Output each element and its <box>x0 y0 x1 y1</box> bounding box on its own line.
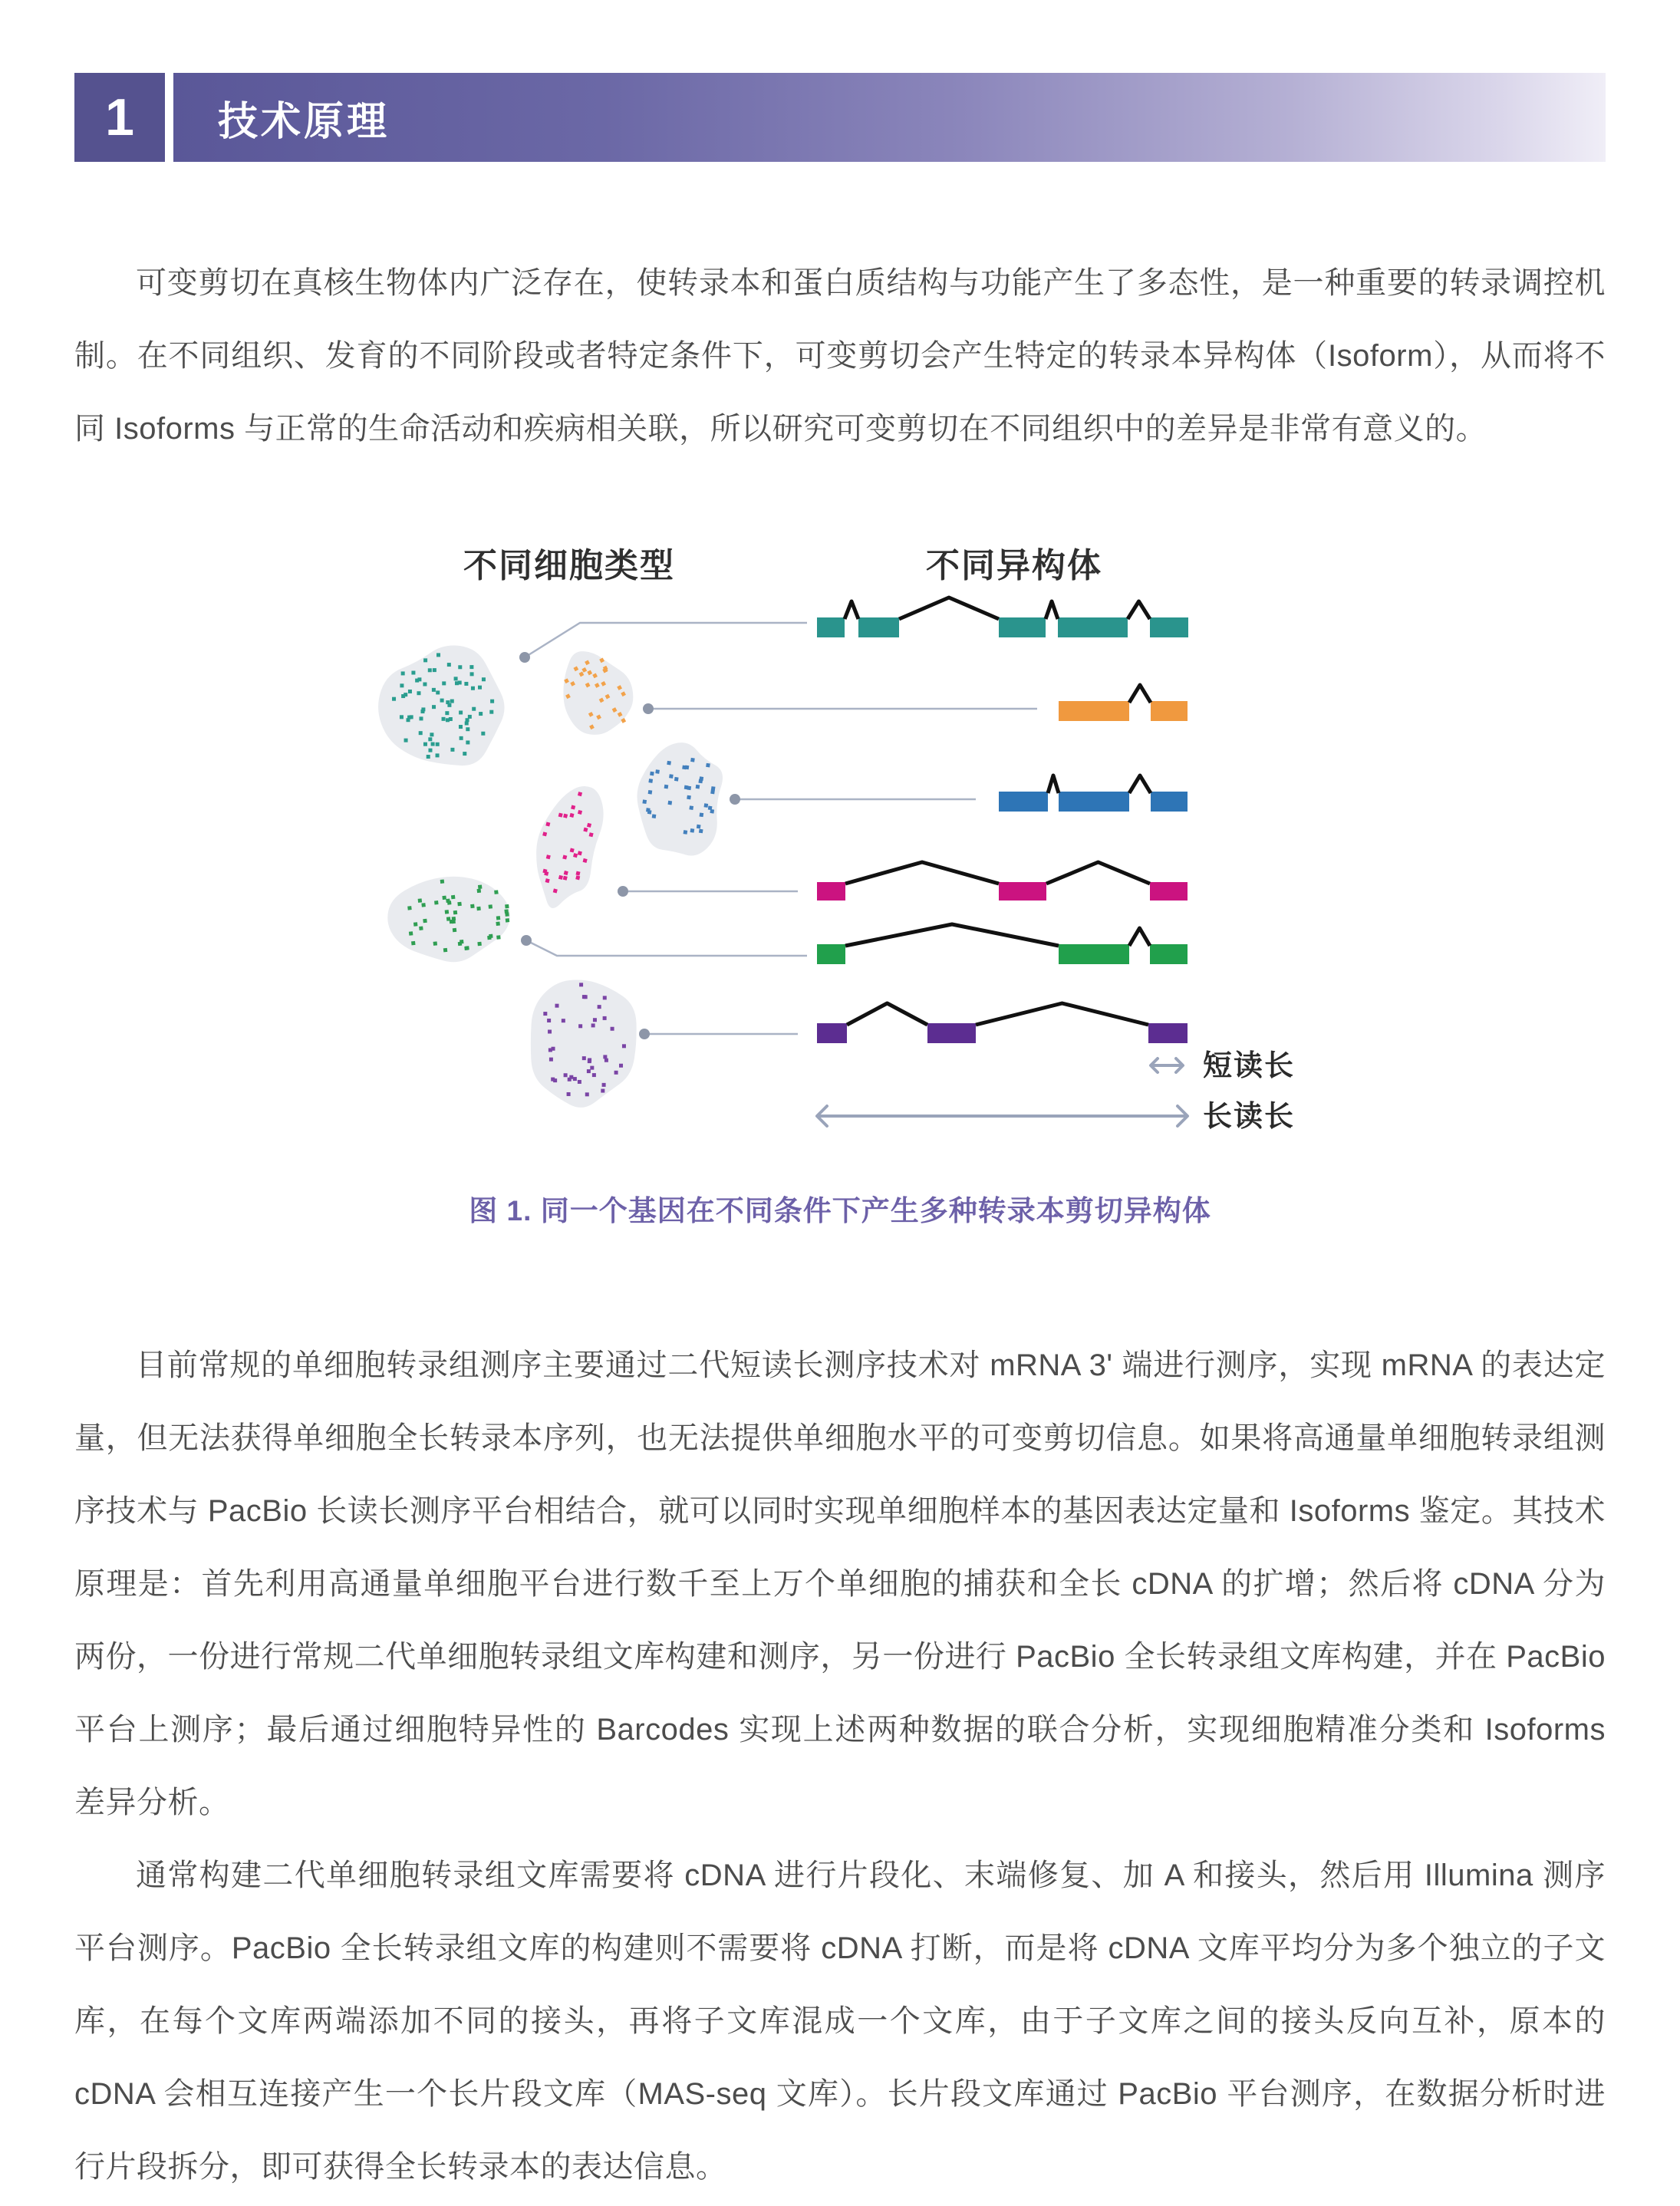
cell-dot <box>642 799 647 804</box>
isoform-teal <box>817 598 1188 637</box>
cell-dot <box>562 1019 565 1022</box>
cell-dot <box>697 825 701 829</box>
cell-dot <box>440 879 444 883</box>
leader-green <box>521 935 807 956</box>
cell-dot <box>667 761 671 766</box>
cell-dot <box>392 697 396 701</box>
exon-block <box>817 617 845 637</box>
leader-blue <box>730 794 976 805</box>
splice-junction <box>1129 685 1151 703</box>
cell-dot <box>430 733 433 736</box>
cell-dot <box>451 920 455 924</box>
cell-dot <box>401 671 405 675</box>
isoform-green <box>817 924 1188 964</box>
cell-dot <box>434 901 438 904</box>
cell-dot <box>440 699 444 703</box>
isoform-magenta <box>817 862 1188 901</box>
cell-dot <box>569 1075 573 1079</box>
right-column-label: 不同异构体 <box>926 547 1102 584</box>
leader-dot <box>643 703 654 714</box>
exon-block <box>1151 792 1188 812</box>
cell-dot <box>428 749 432 752</box>
cell-dot <box>489 904 492 908</box>
splice-junction <box>845 862 999 884</box>
cell-dot <box>460 736 463 740</box>
cell-dot <box>436 653 440 657</box>
cell-dot <box>445 910 449 914</box>
cell-dot <box>592 1073 596 1077</box>
cell-dot <box>591 1023 595 1027</box>
cell-dot <box>471 686 475 690</box>
cell-dot <box>601 1089 604 1093</box>
cell-dot <box>590 1066 594 1070</box>
cell-dot <box>648 790 653 795</box>
cell-dot <box>496 922 499 926</box>
cell-dot <box>504 909 508 913</box>
cell-dot <box>458 665 462 669</box>
cell-dot <box>466 727 469 731</box>
splice-junction <box>1129 928 1150 946</box>
cell-dot <box>652 814 657 818</box>
cell-dot <box>587 1069 591 1073</box>
cell-dot <box>549 1058 553 1062</box>
splice-junction <box>899 598 999 619</box>
leader-dot <box>618 886 628 897</box>
cells-purple <box>531 980 637 1107</box>
cells-teal-shape <box>378 645 504 766</box>
cell-dot <box>543 1012 547 1016</box>
cell-dot <box>469 665 473 669</box>
cell-dot <box>593 1018 597 1022</box>
exon-block <box>999 617 1046 637</box>
cell-dot <box>472 707 476 711</box>
cell-dot <box>582 1056 586 1060</box>
cell-dot <box>598 1005 601 1009</box>
cell-dot <box>602 1083 606 1087</box>
cell-dot <box>674 777 679 782</box>
exon-block <box>817 1023 847 1043</box>
cells-magenta <box>522 778 611 915</box>
cell-dot <box>603 1055 607 1059</box>
cell-dot <box>690 828 695 833</box>
cell-dot <box>418 898 422 902</box>
left-column-label: 不同细胞类型 <box>463 547 675 584</box>
leader-dot <box>521 935 532 946</box>
cells-green <box>384 871 514 969</box>
cell-dot <box>411 671 415 675</box>
cell-dot <box>443 948 447 952</box>
exon-block <box>999 792 1048 812</box>
cell-dot <box>421 903 425 907</box>
cell-dot <box>419 731 423 735</box>
cell-dot <box>470 904 474 908</box>
cell-dot <box>476 907 480 910</box>
isoform-blue <box>999 775 1188 812</box>
cell-dot <box>400 683 404 687</box>
exon-block <box>1150 882 1188 901</box>
cell-dot <box>450 700 454 703</box>
cell-dot <box>436 753 440 757</box>
cell-dot <box>409 931 413 935</box>
leader-teal <box>519 623 807 663</box>
cell-dot <box>687 795 691 800</box>
cell-dot <box>496 935 500 939</box>
cell-dot <box>436 742 440 746</box>
cell-dot <box>423 658 427 662</box>
cell-dot <box>548 1048 552 1052</box>
cell-dot <box>548 1029 552 1033</box>
cell-dot <box>465 946 469 950</box>
cell-dot <box>446 917 450 920</box>
exon-block <box>1059 944 1129 964</box>
cell-dot <box>506 918 509 922</box>
cell-dot <box>433 668 436 672</box>
cell-dot <box>455 681 459 685</box>
cell-dot <box>450 748 454 752</box>
cell-dot <box>468 715 472 719</box>
cell-dot <box>664 785 669 789</box>
cell-dot <box>445 711 449 715</box>
cell-dot <box>466 740 469 744</box>
cell-dot <box>446 718 450 722</box>
cell-dot <box>417 691 420 695</box>
leader-dot <box>519 652 530 663</box>
cell-dot <box>411 941 415 945</box>
cell-dot <box>551 1078 555 1082</box>
cell-dot <box>647 810 652 815</box>
cell-dot <box>685 766 690 770</box>
exon-block <box>858 617 899 637</box>
cell-dot <box>478 686 482 690</box>
cell-dot <box>446 700 450 704</box>
cell-dot <box>489 934 492 938</box>
cell-dot <box>710 790 715 795</box>
exon-block <box>1151 701 1188 721</box>
cell-dot <box>457 902 461 906</box>
cell-dot <box>611 1027 614 1031</box>
figure-caption: 图 1. 同一个基因在不同条件下产生多种转录本剪切异构体 <box>469 1195 1211 1226</box>
splice-junction <box>847 1003 927 1025</box>
cell-dot <box>400 715 404 719</box>
isoform-diagram <box>345 522 1312 1135</box>
cell-dot <box>482 677 486 681</box>
long-read-label: 长读长 <box>1203 1101 1296 1133</box>
paragraph-2: 目前常规的单细胞转录组测序主要通过二代短读长测序技术对 mRNA 3' 端进行测序，实现 mRNA 的表达定量，但无法获得单细胞全长转录本序列，也无法提供单细胞水平的可变剪切信息。如果将高通量单细胞转录组测序技术与 PacBio 长读长测序平台相结合，就可以同时实现单细胞样本的基因表达定量和 Isoforms 鉴定。其技术原理是：首先利用高通量单细胞平台进行数千至上万个单细胞的捕获和全长 cDNA 的扩增；然后将 cDNA 分为两份，一份进行常规二代单细胞转录组文库构建和测序，另一份进行 PacBio 全长转录组文库构建，并在 PacBio 平台上测序；最后通过细胞特异性的 Barcodes 实现上述两种数据的联合分析，实现细胞精准分类和 Isoforms 差异分析。 <box>74 1348 1606 1819</box>
cell-dot <box>465 721 469 725</box>
cell-dot <box>470 672 474 676</box>
splice-junction <box>976 1003 1148 1025</box>
leader-purple <box>639 1029 798 1039</box>
leader-dot <box>639 1029 650 1039</box>
exon-block <box>1148 1023 1188 1043</box>
exon-block <box>1059 701 1129 721</box>
cell-dot <box>423 742 427 746</box>
cell-dot <box>407 906 411 910</box>
cell-dot <box>451 895 455 899</box>
exon-block <box>999 882 1046 901</box>
cell-dot <box>408 690 412 693</box>
cell-dot <box>442 896 446 900</box>
splice-junction <box>1048 775 1059 793</box>
cell-dot <box>567 1092 571 1096</box>
cell-dot <box>655 769 660 774</box>
cell-dot <box>496 916 500 920</box>
cell-dot <box>490 700 494 703</box>
cell-dot <box>573 1077 577 1081</box>
paragraph-3: 通常构建二代单细胞转录组文库需要将 cDNA 进行片段化、末端修复、加 A 和接头，然后用 Illumina 测序平台测序。PacBio 全长转录组文库的构建则不需要将 cDNA 打断，而是将 cDNA 文库平均分为多个独立的子文库，在每个文库两端添加不同的接头，再将子文库混成一个文库，由于子文库之间的接头反向互补，原本的 cDNA 会相互连接产生一个长片段文库（MAS-seq 文库）。长片段文库通过 PacBio 平台测序，在数据分析时进行片段拆分，即可获得全长转录本的表达信息。 <box>74 1859 1606 2184</box>
figure-1 <box>345 522 1312 1135</box>
cell-dot <box>447 663 451 667</box>
splice-junction <box>1046 601 1058 619</box>
cell-dot <box>454 677 458 680</box>
cell-dot <box>453 928 456 932</box>
cell-dot <box>494 890 498 894</box>
cell-dot <box>547 1019 551 1022</box>
cell-dot <box>481 732 485 736</box>
cell-dot <box>669 774 674 779</box>
cell-dot <box>427 755 430 759</box>
cell-dot <box>460 940 463 943</box>
cell-dot <box>603 996 607 999</box>
cell-dot <box>453 910 457 914</box>
cell-dot <box>432 688 436 692</box>
cell-dot <box>477 942 481 946</box>
cell-dot <box>428 737 432 741</box>
cell-dot <box>417 677 421 681</box>
cell-dot <box>604 1059 608 1062</box>
paragraph-1: 可变剪切在真核生物体内广泛存在，使转录本和蛋白质结构与功能产生了多态性，是一种重要的转录调控机制。在不同组织、发育的不同阶段或者特定条件下，可变剪切会产生特定的转录本异构体（Isoform），从而将不同 Isoforms 与正常的生命活动和疾病相关联，所以研究可变剪切在不同组织中的差异是非常有意义的。 <box>74 266 1606 446</box>
cell-dot <box>404 739 408 742</box>
cells-blue <box>630 737 728 858</box>
cell-dot <box>706 763 710 768</box>
cell-dot <box>588 1058 591 1062</box>
cell-dot <box>603 1016 607 1020</box>
cell-dot <box>564 1073 568 1077</box>
splice-junction <box>1129 775 1151 793</box>
cells-magenta-shape <box>522 778 611 915</box>
cell-dot <box>431 742 435 746</box>
cell-dot <box>667 801 672 805</box>
leader-magenta <box>618 886 798 897</box>
cell-dot <box>699 776 703 781</box>
exon-block <box>927 1023 976 1043</box>
isoform-orange <box>1059 685 1188 721</box>
cell-dot <box>555 1004 559 1008</box>
cell-dot <box>442 717 446 721</box>
cell-dot <box>478 884 482 888</box>
cell-dot <box>696 785 700 789</box>
leader-dot <box>730 794 740 805</box>
cell-dot <box>614 1071 618 1075</box>
cell-dot <box>687 785 691 790</box>
cell-dot <box>704 803 709 808</box>
exon-block <box>1150 944 1188 964</box>
exon-block <box>817 944 845 964</box>
section-header <box>74 73 1606 162</box>
isoform-purple <box>817 1003 1188 1043</box>
cell-dot <box>578 1024 582 1028</box>
cell-dot <box>432 705 436 709</box>
cell-dot <box>423 919 427 923</box>
cell-dot <box>489 710 493 714</box>
cell-dot <box>505 904 509 908</box>
cell-dot <box>479 712 483 716</box>
splice-junction <box>845 924 1059 946</box>
splice-junction <box>845 601 858 619</box>
cell-dot <box>410 715 413 719</box>
cell-dot <box>648 779 653 783</box>
cell-dot <box>423 683 427 686</box>
section-title: 技术原理 <box>173 73 1606 162</box>
leader-orange <box>643 703 1037 714</box>
cell-dot <box>684 830 688 835</box>
cell-dot <box>700 812 704 817</box>
cell-dot <box>421 707 425 711</box>
cell-dot <box>459 710 463 714</box>
short-read-arrow <box>1151 1059 1183 1072</box>
splice-junction <box>1046 862 1150 884</box>
cell-dot <box>404 693 407 696</box>
cell-dot <box>619 1064 623 1068</box>
cell-dot <box>419 716 423 720</box>
cell-dot <box>699 829 703 834</box>
cell-dot <box>585 1092 589 1096</box>
cells-teal <box>378 645 504 766</box>
cell-dot <box>446 899 450 903</box>
cell-dot <box>419 926 423 930</box>
cells-orange <box>544 637 646 744</box>
exon-block <box>1150 617 1188 637</box>
cell-dot <box>436 690 440 694</box>
cell-dot <box>708 806 713 811</box>
cell-dot <box>459 725 463 729</box>
cell-dot <box>689 805 693 810</box>
cells-blue-shape <box>630 737 728 858</box>
cell-dot <box>477 889 481 893</box>
cell-dot <box>650 772 654 776</box>
cell-dot <box>413 922 417 926</box>
cell-dot <box>464 682 468 686</box>
cells-orange-shape <box>544 637 646 744</box>
exon-block <box>1059 792 1129 812</box>
splice-junction <box>1128 601 1150 619</box>
cell-dot <box>622 1044 626 1048</box>
cell-dot <box>578 1080 581 1084</box>
cell-dot <box>442 681 446 685</box>
cell-dot <box>690 758 695 762</box>
short-read-label: 短读长 <box>1203 1050 1296 1082</box>
cell-dot <box>579 983 583 986</box>
cell-dot <box>463 752 466 756</box>
exon-block <box>1058 617 1128 637</box>
exon-block <box>817 882 845 901</box>
cell-dot <box>428 668 432 672</box>
cell-dot <box>433 941 437 945</box>
cell-dot <box>582 995 586 999</box>
long-read-arrow <box>817 1106 1188 1126</box>
section-number: 1 <box>74 73 165 162</box>
cells-purple-shape <box>531 980 637 1107</box>
